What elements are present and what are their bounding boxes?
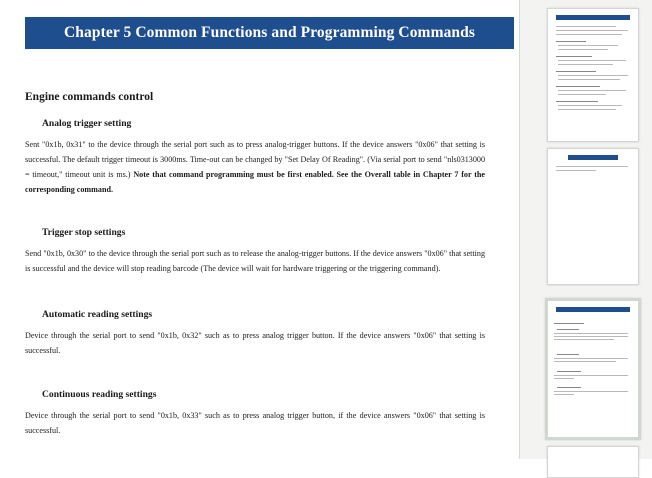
chapter-banner: [25, 17, 514, 49]
subsection-heading-continuous-reading: Continuous reading settings: [42, 389, 157, 400]
page-thumbnail-4[interactable]: [547, 446, 639, 478]
paragraph-trigger-stop: Send "0x1b, 0x30" to the device through the serial port such as to release the analog-trigger buttons. If the device answers "0x06" that setting is successful and the device will stop reading barcode (The device will wait for hardware triggering or the triggering command).: [25, 249, 485, 273]
chapter-title: Chapter 5 Common Functions and Programming Commands: [64, 24, 475, 41]
page-thumbnail-3[interactable]: [545, 298, 641, 440]
paragraph-automatic-reading: Device through the serial port to send "0x1b, 0x32" such as to press analog trigger button. If the device answers "0x06" that setting is successful.: [25, 331, 485, 355]
paragraph-text: Sent "0x1b, 0x31" to the device through the serial port such as to press analog-trigger buttons. If the device answers "0x06" that setting is successful. The default trigger timeout is 3000ms. Time-out can be changed by "Set Delay Of Reading". (Via serial port to send "nls0313000 = timeout," timeout unit is ms.): [25, 140, 485, 179]
page-thumbnail-1[interactable]: [547, 8, 639, 142]
subsection-heading-trigger-stop: Trigger stop settings: [42, 227, 126, 238]
paragraph-analog-trigger: [25, 137, 485, 197]
page-thumbnail-sidebar[interactable]: [519, 0, 652, 459]
section-title: Engine commands control: [25, 91, 154, 103]
subsection-heading-analog-trigger: Analog trigger setting: [42, 118, 132, 129]
paragraph-note: Note that command programming must be first enabled. See the Overall table in Chapter 7 for the corresponding command.: [25, 170, 485, 194]
paragraph-continuous-reading: Device through the serial port to send "0x1b, 0x33" such as to press analog trigger button, if the device answers "0x06" that setting is successful.: [25, 411, 485, 435]
page-thumbnail-2[interactable]: [547, 148, 639, 285]
subsection-heading-automatic-reading: Automatic reading settings: [42, 309, 153, 320]
